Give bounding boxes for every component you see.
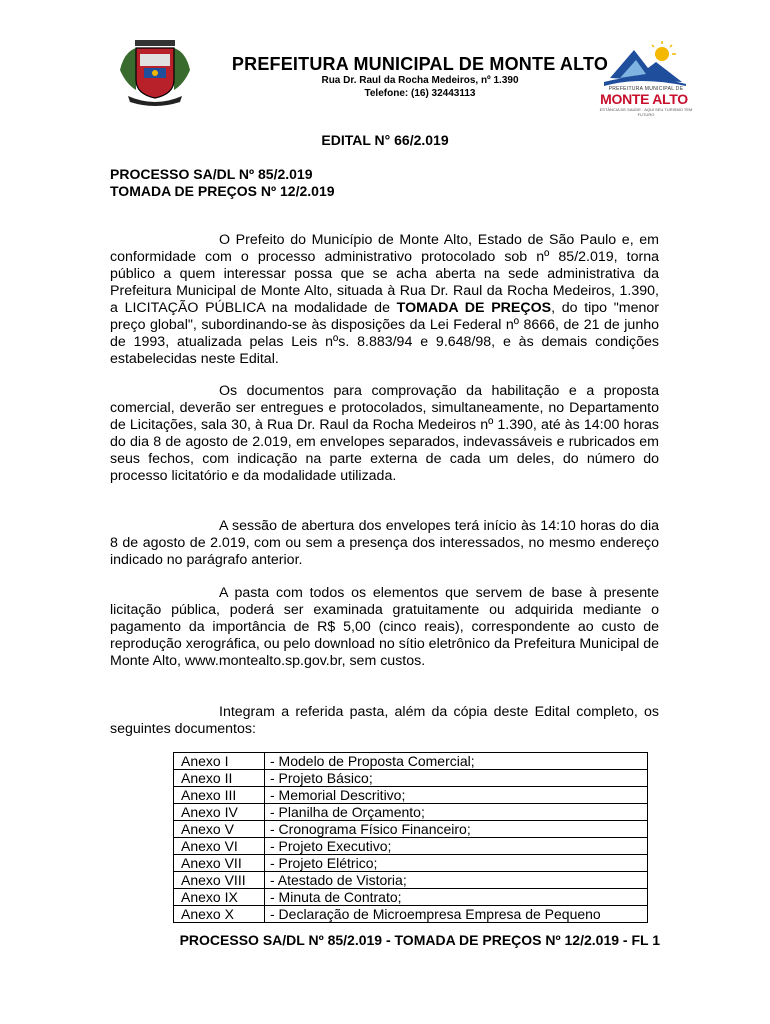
header-phone: Telefone: (16) 32443113 <box>364 88 476 99</box>
table-row <box>174 770 648 787</box>
table-row <box>174 872 648 889</box>
coat-of-arms-icon <box>118 40 192 106</box>
annex-name: Anexo III <box>174 787 265 804</box>
annex-name: Anexo VII <box>174 855 265 872</box>
annex-description: - Cronograma Físico Financeiro; <box>265 821 648 838</box>
paragraph-intro <box>110 232 659 368</box>
paragraph-intro-bold: TOMADA DE PREÇOS <box>396 300 552 316</box>
paragraph-intro-part-2: , do tipo "menor preço global", subordinando-se às disposições da Lei Federal nº 8666, de 21 de junho de 1993, atualizada pelas Leis nºs. 8.883/94 e 9.648/98, e às demais condições estabelecidas neste Edital. <box>110 300 660 367</box>
annex-name: Anexo II <box>174 770 265 787</box>
annex-name: Anexo X <box>174 906 265 923</box>
annex-description: - Projeto Executivo; <box>265 838 648 855</box>
annex-name: Anexo I <box>174 753 265 770</box>
paragraph-folder: A pasta com todos os elementos que servem de base à presente licitação pública, poderá ser examinada gratuitamente ou adquirida mediante o pagamento da importância de R$ 5,00 (cinco reais), correspondente ao custo de reprodução xerográfica, ou pelo download no sítio eletrônico da Prefeitura Municipal de Monte Alto, www.montealto.sp.gov.br, sem custos. <box>110 585 659 669</box>
paragraph-annexes-intro: Integram a referida pasta, além da cópia deste Edital completo, os seguintes documentos: <box>110 704 659 737</box>
table-row <box>174 855 648 872</box>
annex-description: - Modelo de Proposta Comercial; <box>265 753 648 770</box>
annex-name: Anexo VI <box>174 838 265 855</box>
process-heading <box>110 166 335 200</box>
paragraph-session: A sessão de abertura dos envelopes terá início às 14:10 horas do dia 8 de agosto de 2.019, com ou sem a presença dos interessados, no mesmo endereço indicado no parágrafo anterior. <box>110 518 659 568</box>
annex-description: - Projeto Básico; <box>265 770 648 787</box>
annex-description: - Atestado de Vistoria; <box>265 872 648 889</box>
process-number: PROCESSO SA/DL Nº 85/2.019 <box>110 166 313 182</box>
tomada-number: TOMADA DE PREÇOS Nº 12/2.019 <box>110 183 335 199</box>
table-row <box>174 804 648 821</box>
annex-name: Anexo VIII <box>174 872 265 889</box>
header-address: Rua Dr. Raul da Rocha Medeiros, nº 1.390 <box>321 75 519 86</box>
logo-tagline: ESTÂNCIA DE SAÚDE · AQUI SEU TURISMO TEM FUTURO <box>599 107 693 117</box>
annex-name: Anexo IV <box>174 804 265 821</box>
page-footer: PROCESSO SA/DL Nº 85/2.019 - TOMADA DE PREÇOS Nº 12/2.019 - FL 1 <box>179 932 660 948</box>
table-row <box>174 838 648 855</box>
annex-name: Anexo V <box>174 821 265 838</box>
annexes-table <box>173 752 648 923</box>
annex-description: - Memorial Descritivo; <box>265 787 648 804</box>
table-row <box>174 821 648 838</box>
annex-description: - Projeto Elétrico; <box>265 855 648 872</box>
header-title: PREFEITURA MUNICIPAL DE MONTE ALTO <box>231 54 609 74</box>
annex-description: - Planilha de Orçamento; <box>265 804 648 821</box>
paragraph-documents: Os documentos para comprovação da habilitação e a proposta comercial, deverão ser entregues e protocolados, simultaneamente, no Departamento de Licitações, sala 30, à Rua Dr. Raul da Rocha Medeiros nº 1.390, até às 14:00 horas do dia 8 de agosto de 2.019, em envelopes separados, indevassáveis e rubricados em seus fechos, com indicação na parte externa de cada um deles, do número do processo licitatório e da modalidade utilizada. <box>110 383 659 484</box>
table-row <box>174 753 648 770</box>
edital-number: EDITAL N° 66/2.019 <box>321 132 449 148</box>
logo-name: MONTE ALTO <box>600 91 688 107</box>
annex-description: - Declaração de Microempresa Empresa de Pequeno <box>265 906 648 923</box>
table-row <box>174 889 648 906</box>
paragraph-intro-part-1: O Prefeito do Município de Monte Alto, Estado de São Paulo e, em conformidade com o processo administrativo protocolado sob nº 85/2.019, torna público a quem interessar possa que se acha aberta na sede administrativa da Prefeitura Municipal de Monte Alto, situada à Rua Dr. Raul da Rocha Medeiros, 1.390, a LICITAÇÃO PÚBLICA na modalidade de <box>110 232 659 316</box>
annex-name: Anexo IX <box>174 889 265 906</box>
table-row <box>174 787 648 804</box>
annex-description: - Minuta de Contrato; <box>265 889 648 906</box>
table-row <box>174 906 648 923</box>
logo-subtitle: PREFEITURA MUNICIPAL DE <box>608 86 684 92</box>
